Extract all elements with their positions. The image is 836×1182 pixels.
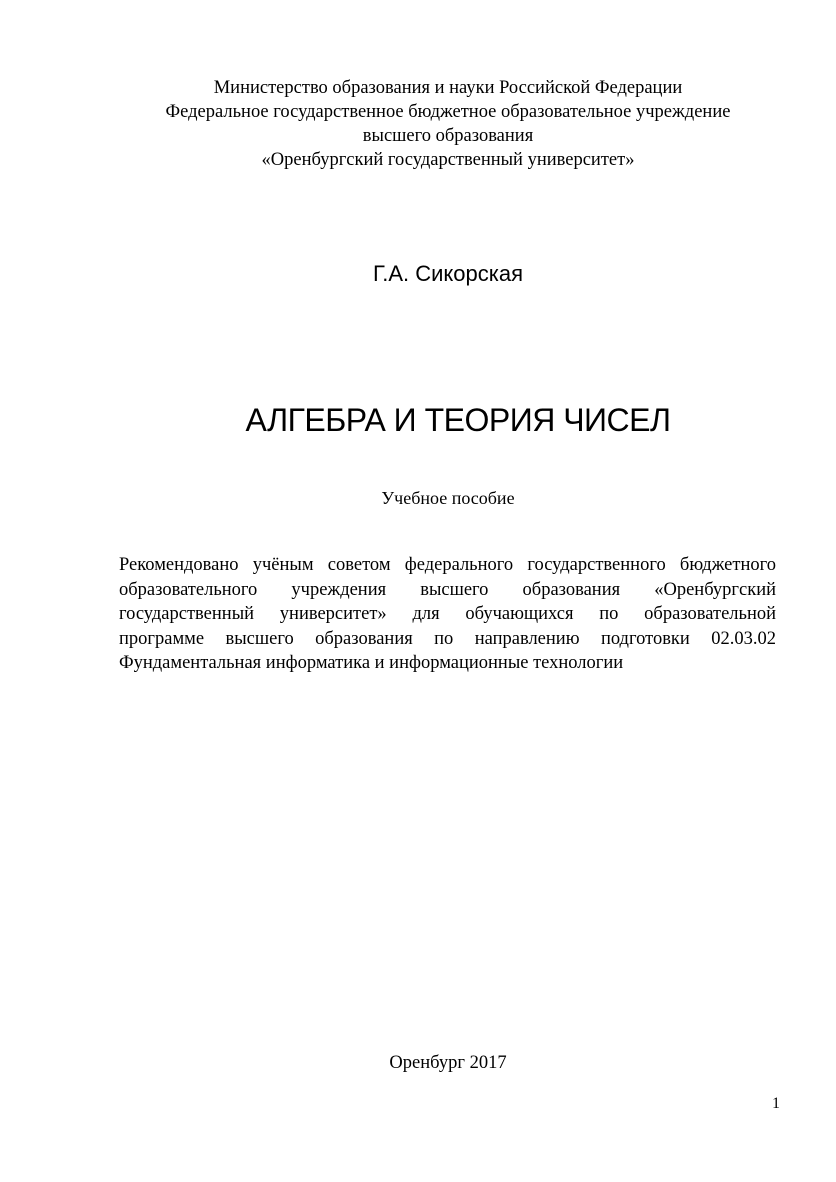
ministry-name: Министерство образования и науки Российской Федерации (213, 78, 683, 98)
recommendation-line: образовательного учреждения высшего образования «Оренбургский (119, 579, 776, 600)
institution-type: Федеральное государственное бюджетное образовательное учреждение (165, 102, 731, 122)
recommendation-line: Рекомендовано учёным советом федерального государственного бюджетного (119, 555, 776, 575)
recommendation-paragraph (119, 553, 776, 676)
document-type: Учебное пособие (381, 488, 515, 508)
institution-header (60, 76, 836, 172)
education-level: высшего образования (362, 126, 534, 146)
recommendation-line: программе высшего образования по направлению подготовки 02.03.02 (119, 628, 776, 649)
author-name: Г.А. Сикорская (372, 261, 523, 286)
recommendation-line: Фундаментальная информатика и информационные технологии (119, 653, 624, 673)
city-year: Оренбург 2017 (389, 1053, 507, 1073)
page-number: 1 (772, 1095, 780, 1112)
university-name: «Оренбургский государственный университет» (261, 150, 635, 170)
book-title: АЛГЕБРА И ТЕОРИЯ ЧИСЕЛ (245, 402, 671, 438)
recommendation-line: государственный университет» для обучающихся по образовательной (119, 604, 776, 624)
